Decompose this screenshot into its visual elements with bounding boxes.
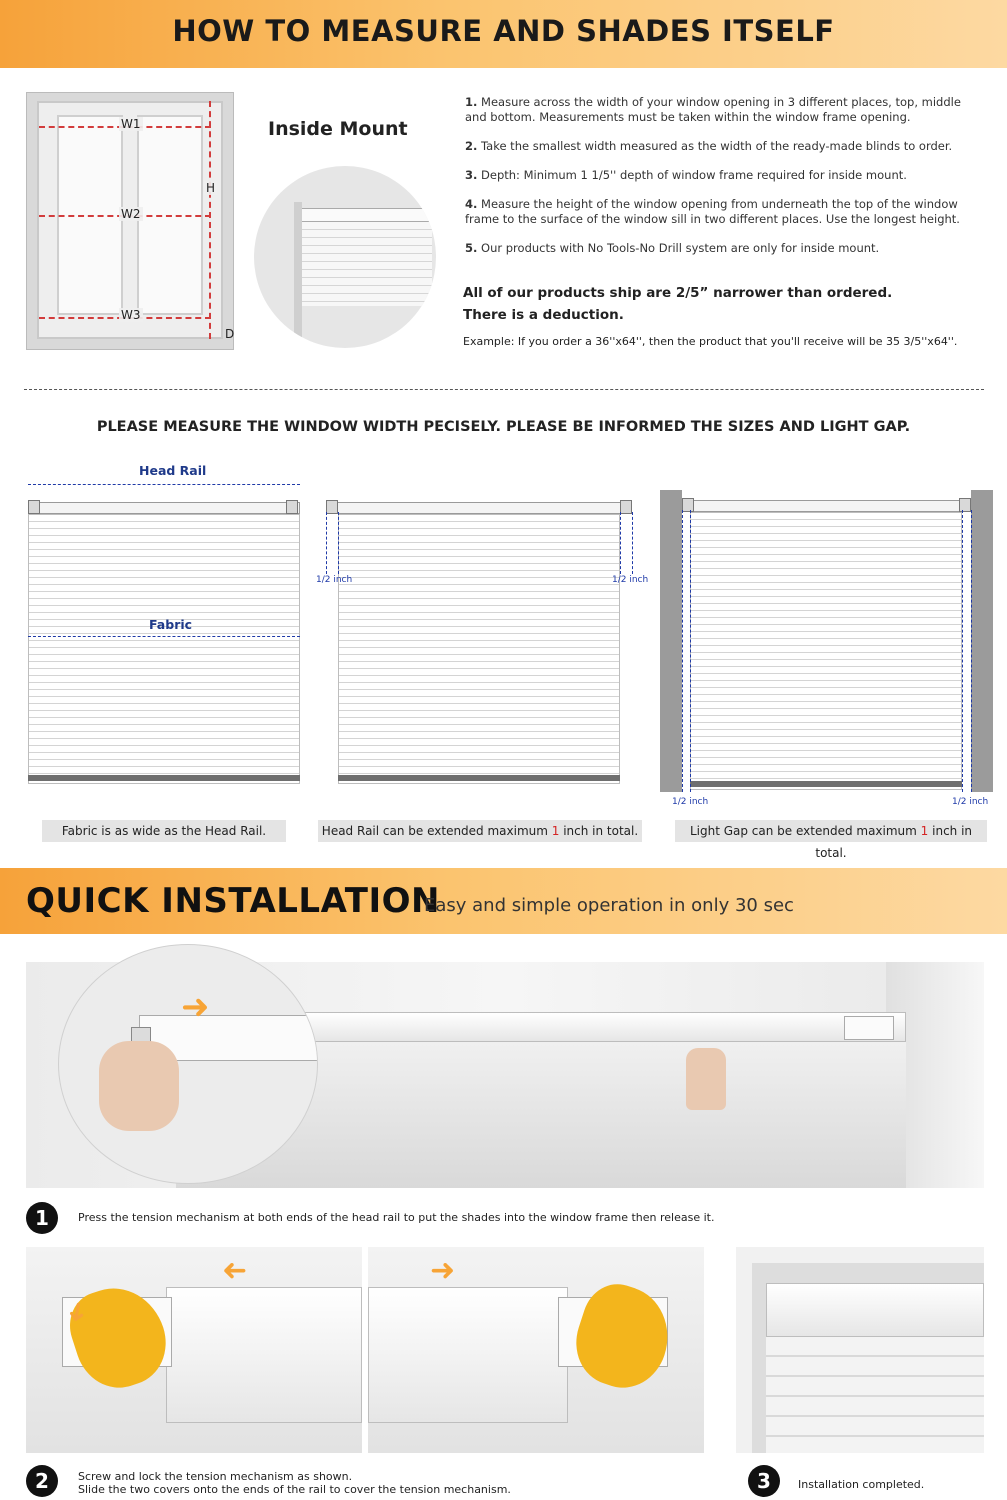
head-rail-1: [28, 502, 300, 514]
install-subtitle: Easy and simple operation in only 30 sec: [424, 895, 794, 916]
step-3-badge: 3: [748, 1465, 780, 1497]
inside-mount-title: Inside Mount: [268, 118, 408, 140]
w2-label: W2: [121, 207, 141, 221]
gap-line: [632, 512, 633, 574]
head-rail-width-line: [28, 484, 300, 485]
w1-label: W1: [121, 117, 141, 131]
bottom-rail-1: [28, 775, 300, 781]
blind-fabric-1: [28, 514, 300, 784]
endcap-right-1: [286, 500, 298, 514]
step-item: 4. Measure the height of the window opening from underneath the top of the window frame to the surface of the window sill in two different places. Use the longest height.: [465, 197, 960, 226]
bottom-rail-3: [690, 781, 962, 787]
light-gap-line: [971, 510, 972, 792]
right-arrow-icon: ➜: [430, 1253, 456, 1288]
install-title: QUICK INSTALLATION: [26, 881, 440, 921]
step-item: 3. Depth: Minimum 1 1/5'' depth of window frame required for inside mount.: [465, 168, 907, 182]
step-item: 1. Measure across the width of your window opening in 3 different places, top, middle and bottom. Measurements must be taken within the window frame opening.: [465, 95, 961, 124]
endcap-right-2: [620, 500, 632, 514]
deduction-note: All of our products ship are 2/5” narrower than ordered.: [463, 285, 893, 301]
divider: [24, 389, 984, 390]
endcap-right-3: [959, 498, 971, 512]
endcap-left-2: [326, 500, 338, 514]
head-rail-label: Head Rail: [139, 463, 207, 478]
w3-label: W3: [121, 308, 141, 322]
head-rail-3: [682, 500, 971, 512]
inside-mount-photo: [254, 166, 436, 348]
window-measure-diagram: [26, 92, 234, 350]
endcap-left-3: [682, 498, 694, 512]
half-inch-label: 1/2 inch: [672, 797, 709, 807]
section-subheading: PLEASE MEASURE THE WINDOW WIDTH PECISELY. PLEASE BE INFORMED THE SIZES AND LIGHT GAP.: [96, 419, 911, 435]
deduction-example: Example: If you order a 36''x64'', then the product that you'll receive will be 35 3/5''x64''.: [463, 335, 958, 348]
caption-2: Head Rail can be extended maximum 1 inch in total.: [318, 820, 642, 842]
d-label: D: [225, 327, 235, 341]
step-item: 5. Our products with No Tools-No Drill system are only for inside mount.: [465, 241, 880, 255]
half-inch-label: 1/2 inch: [316, 575, 353, 585]
step-3-text: Installation completed.: [798, 1478, 925, 1491]
fabric-width-line: [28, 636, 300, 637]
page-title: HOW TO MEASURE AND SHADES ITSELF: [172, 14, 835, 48]
deduction-note-2: There is a deduction.: [463, 307, 624, 323]
hand: [99, 1041, 179, 1131]
blind-fabric-3: [690, 512, 962, 790]
h-line: [209, 101, 211, 339]
measure-steps: [465, 95, 985, 270]
install-photo-3: [736, 1247, 984, 1453]
light-gap-line: [690, 510, 691, 792]
install-photo-2b: [368, 1247, 704, 1453]
window-frame-left: [660, 490, 682, 792]
install-banner: [0, 868, 1007, 934]
caption-1: Fabric is as wide as the Head Rail.: [42, 820, 286, 842]
half-inch-label: 1/2 inch: [612, 575, 649, 585]
gap-line: [620, 512, 621, 574]
window-frame-right: [971, 490, 993, 792]
rotate-arrow-icon: ➜: [60, 1298, 94, 1326]
hand: [686, 1048, 726, 1110]
tension-wrench: [61, 1276, 177, 1399]
half-inch-label: 1/2 inch: [952, 797, 989, 807]
caption-3: Light Gap can be extended maximum 1 inch in total.: [675, 820, 987, 842]
step-1-badge: 1: [26, 1202, 58, 1234]
step-1-text: Press the tension mechanism at both ends of the head rail to put the shades into the window frame then release it.: [78, 1211, 715, 1224]
step-2-badge: 2: [26, 1465, 58, 1497]
h-label: H: [206, 181, 216, 195]
step-item: 2. Take the smallest width measured as the width of the ready-made blinds to order.: [465, 139, 953, 153]
bottom-rail-2: [338, 775, 620, 781]
tension-wrench: [565, 1276, 681, 1399]
light-gap-line: [962, 510, 963, 792]
endcap-left-1: [28, 500, 40, 514]
head-rail-2: [326, 502, 632, 514]
light-gap-line: [682, 510, 683, 792]
gap-line: [326, 512, 327, 574]
install-photo-2a: [26, 1247, 362, 1453]
tension-zoom-circle: [58, 944, 318, 1184]
fabric-label: Fabric: [149, 617, 193, 632]
blind-fabric-2: [338, 514, 620, 784]
right-arrow-icon: ➜: [181, 987, 210, 1027]
left-arrow-icon: ➜: [222, 1253, 248, 1288]
header-banner: [0, 0, 1007, 68]
step-2-text: Screw and lock the tension mechanism as shown. Slide the two covers onto the ends of the rail to cover the tension mechanism.: [78, 1470, 511, 1496]
gap-line: [338, 512, 339, 574]
